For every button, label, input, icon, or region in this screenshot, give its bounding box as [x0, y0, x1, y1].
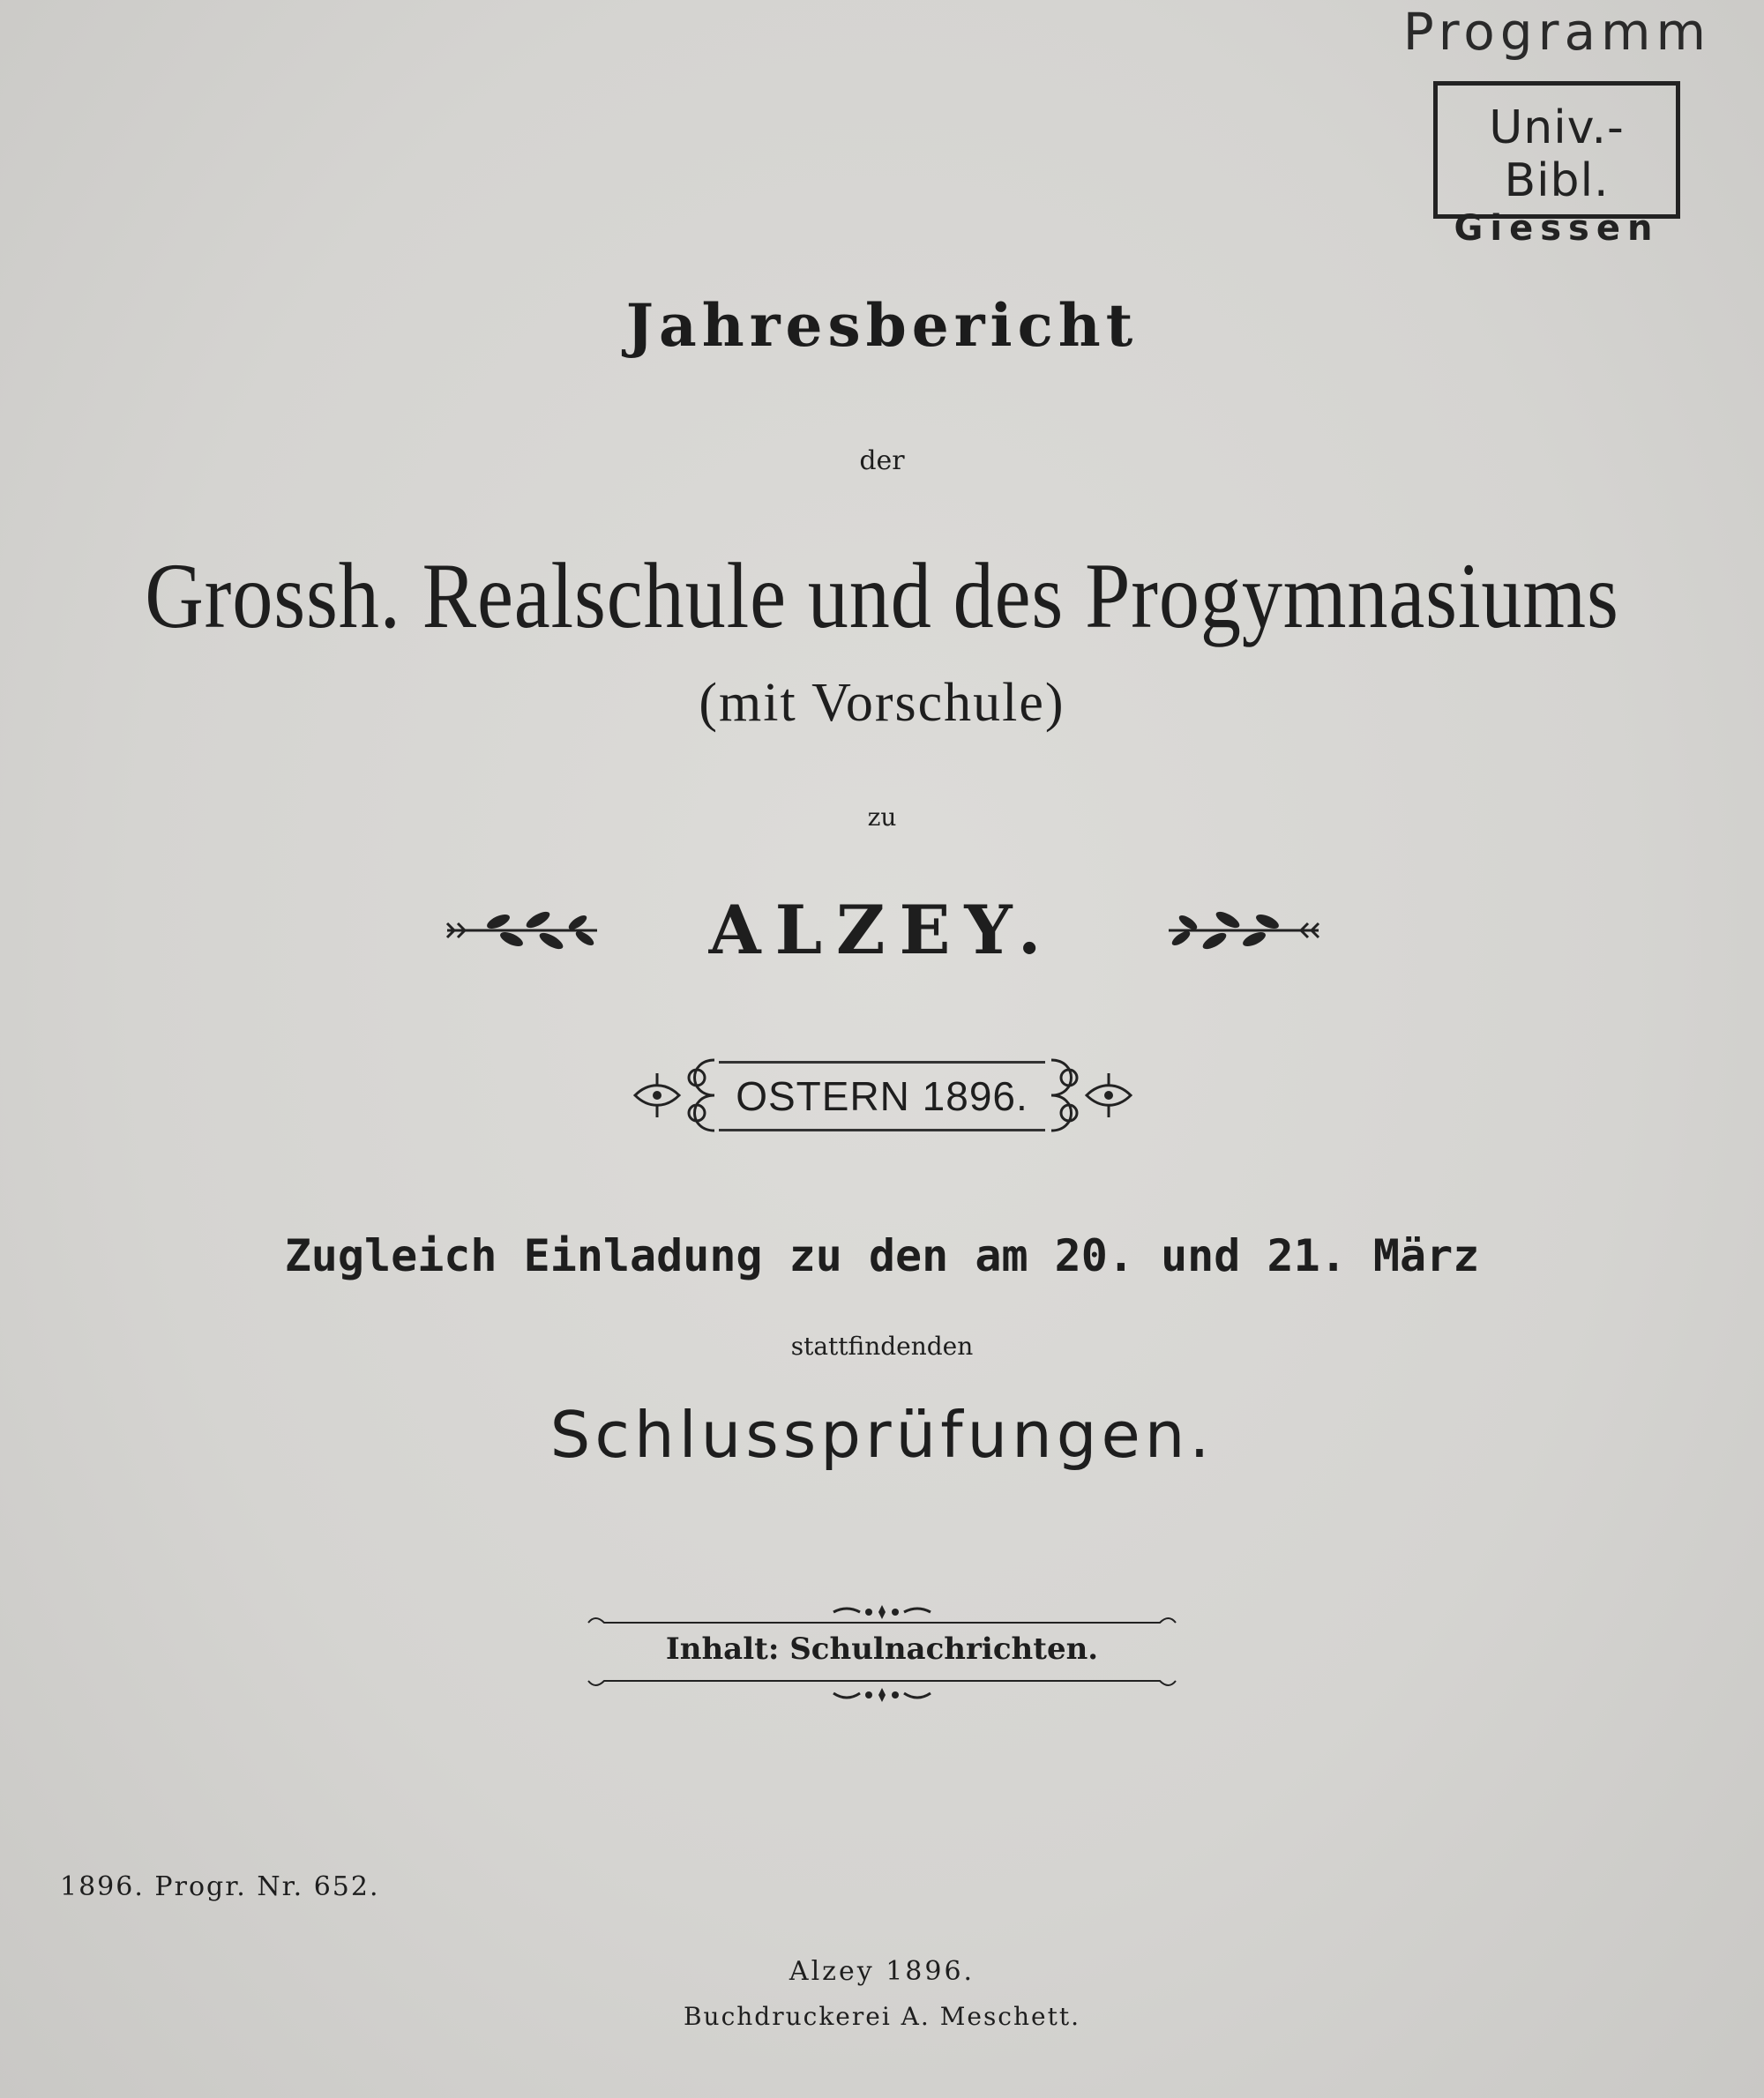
invitation-stattfindenden: stattfindenden	[790, 1332, 974, 1361]
contents-top-rule	[587, 1603, 1177, 1630]
stamp-programm: Programm	[1402, 2, 1711, 62]
invitation-line: Zugleich Einladung zu den am 20. und 21. März	[284, 1230, 1480, 1281]
report-title: Jahresbericht	[625, 291, 1139, 360]
contents-line	[0, 1631, 1764, 1667]
library-stamp	[1433, 81, 1680, 249]
left-scroll-ornament	[626, 1051, 719, 1139]
imprint-printer: Buchdruckerei A. Meschett.	[683, 2002, 1080, 2031]
title-der: der	[859, 445, 905, 476]
date-box: OSTERN 1896.	[719, 1061, 1045, 1131]
program-number: 1896. Progr. Nr. 652.	[60, 1871, 380, 1902]
city-name: ALZEY.	[708, 891, 1056, 969]
contents-value: Schulnachrichten.	[789, 1631, 1099, 1667]
school-name: Grossh. Realschule und des Progymnasiums	[145, 544, 1619, 647]
stamp-line-2: Giessen	[1454, 208, 1660, 249]
imprint-place-year: Alzey 1896.	[789, 1956, 975, 1987]
vorschule-note: (mit Vorschule)	[699, 673, 1065, 733]
stamp-line-1: Univ.-Bibl.	[1489, 101, 1625, 207]
title-zu: zu	[867, 803, 897, 832]
contents-bottom-rule	[587, 1674, 1177, 1709]
exams-title: Schlussprüfungen.	[549, 1398, 1215, 1472]
contents-label: Inhalt:	[665, 1631, 780, 1667]
right-scroll-ornament	[1047, 1051, 1140, 1139]
